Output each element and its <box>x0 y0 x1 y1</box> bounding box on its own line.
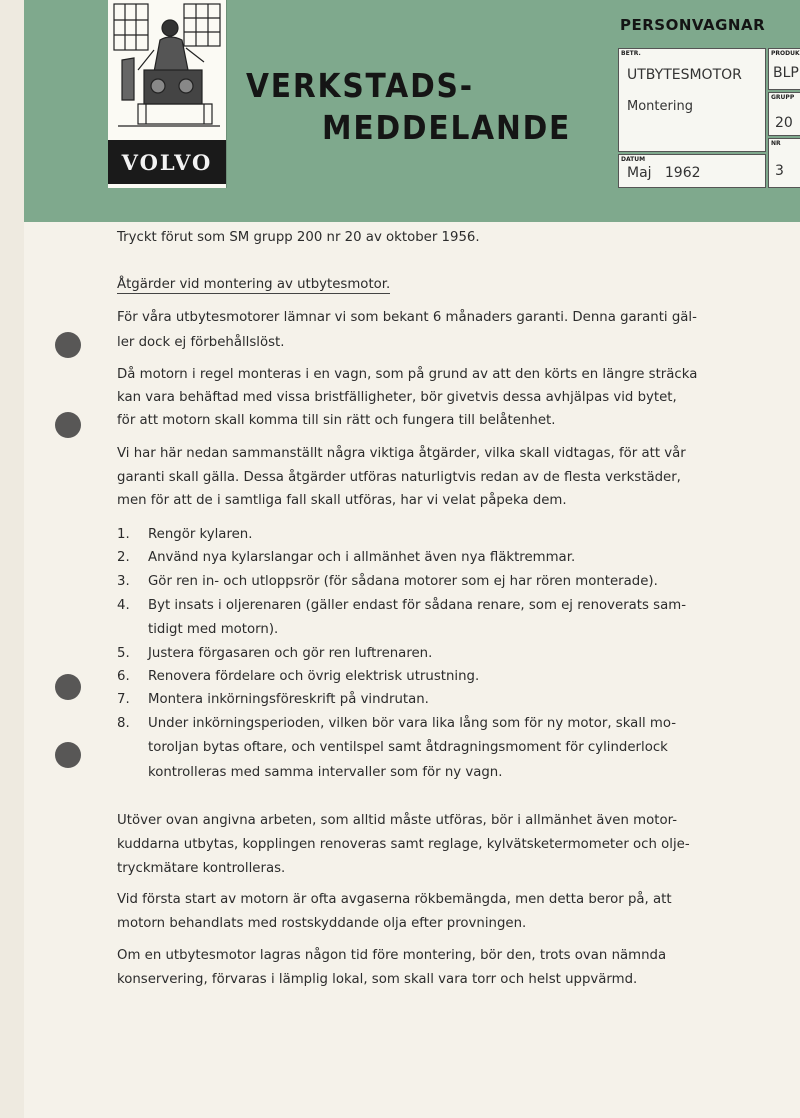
paragraph-line: kuddarna utbytas, kopplingen renoveras samt reglage, kylvätsketermometer och olje- <box>117 837 690 852</box>
list-item-continuation: toroljan bytas oftare, och ventilspel samt åtdragningsmoment för cylinderlock <box>148 740 668 755</box>
date-value: Maj 1962 <box>627 165 701 181</box>
category-label: PERSONVAGNAR <box>620 16 766 34</box>
punch-hole <box>55 412 81 438</box>
list-item: Rengör kylaren. <box>148 527 253 542</box>
list-item: Justera förgasaren och gör ren luftrenaren. <box>148 646 433 661</box>
title-line-2: MEDDELANDE <box>322 108 572 147</box>
list-number: 5. <box>117 646 130 661</box>
subject-title: UTBYTESMOTOR <box>627 67 742 83</box>
list-item-continuation: kontrolleras med samma intervaller som för ny vagn. <box>148 765 503 780</box>
number-box: NR 3 <box>768 138 800 188</box>
subject-box: BETR. UTBYTESMOTOR Montering <box>618 48 766 152</box>
list-number: 7. <box>117 692 130 707</box>
list-number: 3. <box>117 574 130 589</box>
list-number: 8. <box>117 716 130 731</box>
list-item-continuation: tidigt med motorn). <box>148 622 279 637</box>
list-item: Renovera fördelare och övrig elektrisk utrustning. <box>148 669 480 684</box>
title-line-1: VERKSTADS- <box>246 66 474 105</box>
paragraph-line: kan vara behäftad med vissa bristfälligheter, bör givetvis dessa avhjälpas vid bytet, <box>117 390 677 405</box>
subject-subtitle: Montering <box>627 99 693 114</box>
product-box: PRODUK BLP <box>768 48 800 90</box>
group-value: 20 <box>775 115 793 131</box>
paragraph-line: garanti skall gälla. Dessa åtgärder utföras naturligtvis redan av de flesta verkstäder, <box>117 470 681 485</box>
product-value: BLP <box>773 65 799 81</box>
list-item: Gör ren in- och utloppsrör (för sådana motorer som ej har rören monterade). <box>148 574 658 589</box>
paragraph-line: Vi har här nedan sammanställt några viktiga åtgärder, vilka skall vidtagas, för att vår <box>117 446 686 461</box>
paragraph-line: för att motorn skall komma till sin rätt och fungera till belåtenhet. <box>117 413 556 428</box>
paragraph-line: Utöver ovan angivna arbeten, som alltid måste utföras, bör i allmänhet även motor- <box>117 813 677 828</box>
punch-hole <box>55 674 81 700</box>
list-number: 2. <box>117 550 130 565</box>
paragraph-line: Då motorn i regel monteras i en vagn, som på grund av att den körts en längre sträcka <box>117 367 698 382</box>
paragraph-line: motorn behandlats med rostskyddande olja efter provningen. <box>117 916 527 931</box>
volvo-logo: VOLVO <box>108 140 226 184</box>
page-edge <box>0 0 24 1118</box>
date-box: DATUM Maj 1962 <box>618 154 766 188</box>
paragraph-line: Vid första start av motorn är ofta avgaserna rökbemängda, men detta beror på, att <box>117 892 672 907</box>
list-number: 4. <box>117 598 130 613</box>
list-item: Byt insats i oljerenaren (gäller endast för sådana renare, som ej renoverats sam- <box>148 598 687 613</box>
list-number: 1. <box>117 527 130 542</box>
list-number: 6. <box>117 669 130 684</box>
punch-hole <box>55 332 81 358</box>
paragraph-line: tryckmätare kontrolleras. <box>117 861 286 876</box>
paragraph-line: konservering, förvaras i lämplig lokal, som skall vara torr och helst uppvärmd. <box>117 972 638 987</box>
paragraph-line: För våra utbytesmotorer lämnar vi som bekant 6 månaders garanti. Denna garanti gäl- <box>117 310 697 325</box>
number-value: 3 <box>775 163 784 179</box>
paragraph-line: men för att de i samtliga fall skall utföras, har vi velat påpeka dem. <box>117 493 567 508</box>
list-item: Under inkörningsperioden, vilken bör vara lika lång som för ny motor, skall mo- <box>148 716 677 731</box>
punch-hole <box>55 742 81 768</box>
section-heading: Åtgärder vid montering av utbytesmotor. <box>117 277 391 292</box>
paragraph-line: Om en utbytesmotor lagras någon tid före montering, bör den, trots ovan nämnda <box>117 948 667 963</box>
list-item: Använd nya kylarslangar och i allmänhet även nya fläktremmar. <box>148 550 576 565</box>
list-item: Montera inkörningsföreskrift på vindrutan. <box>148 692 429 707</box>
printed-before-note: Tryckt förut som SM grupp 200 nr 20 av oktober 1956. <box>117 230 480 245</box>
group-box: GRUPP 20 <box>768 92 800 136</box>
paragraph-line: ler dock ej förbehållslöst. <box>117 335 285 350</box>
